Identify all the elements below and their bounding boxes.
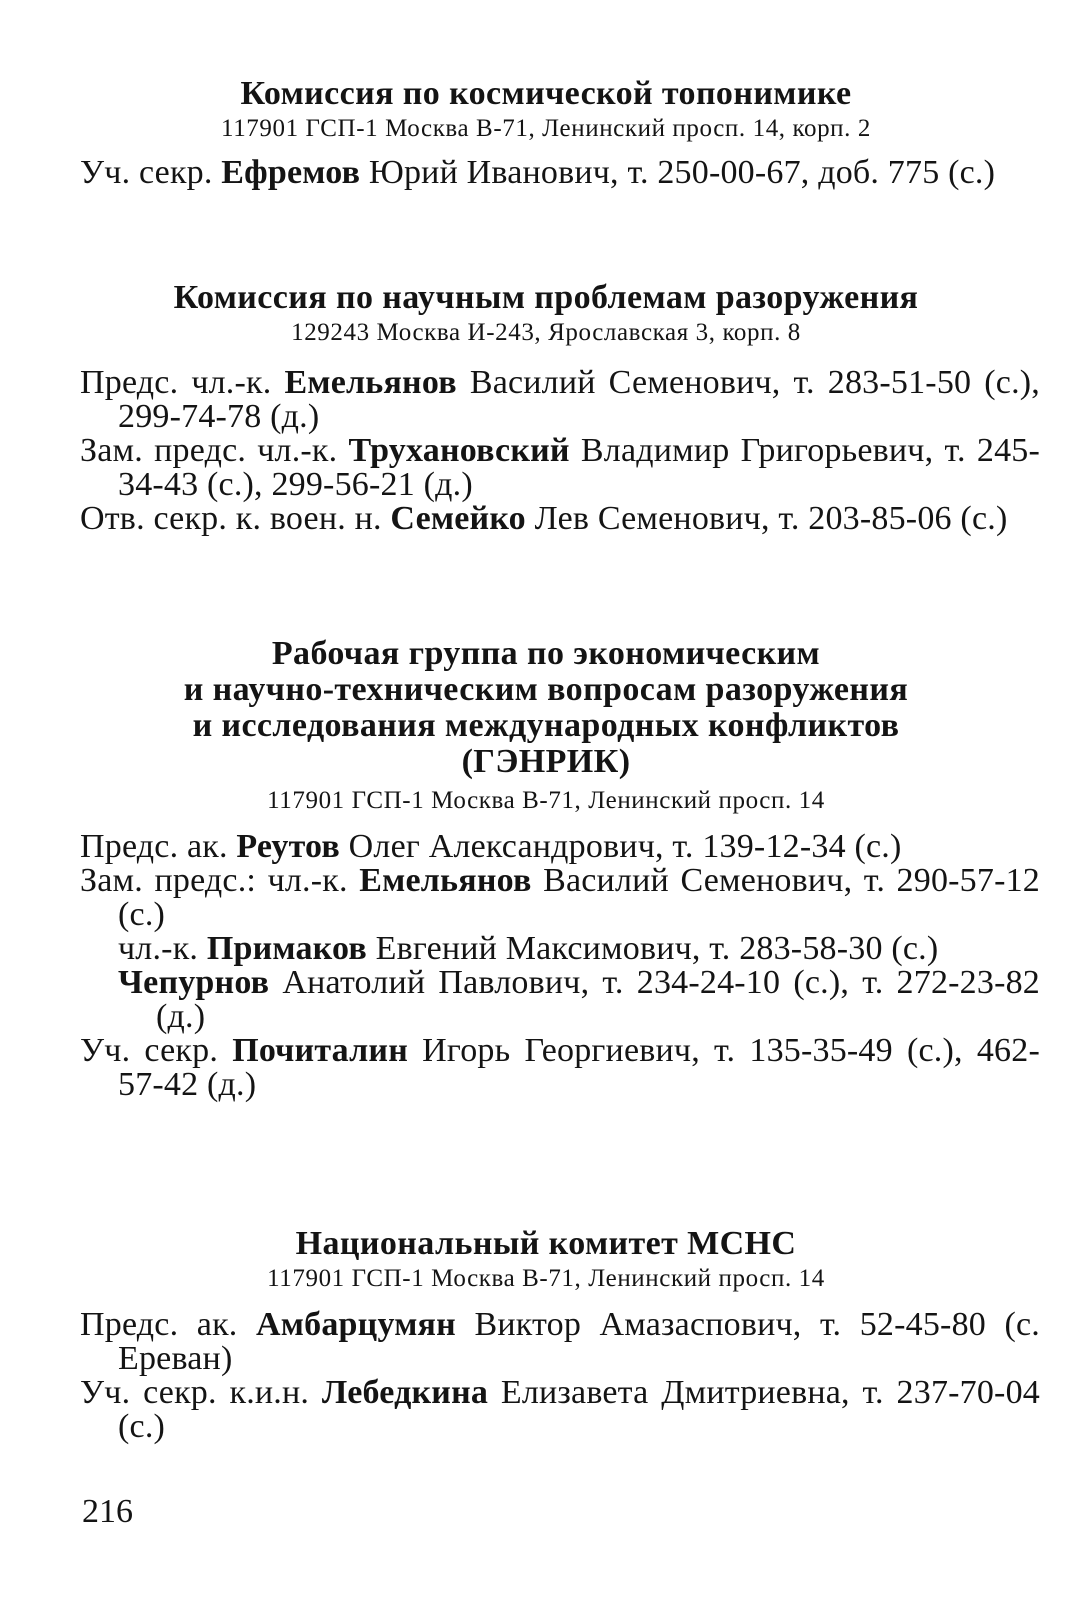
entry-surname: Трухановский <box>348 432 570 469</box>
section-title <box>0 1226 1092 1262</box>
entry-surname: Емельянов <box>284 364 457 401</box>
page-number: 216 <box>82 1493 133 1530</box>
entry-list <box>0 830 1092 1102</box>
title-line: (ГЭНРИК) <box>461 743 631 780</box>
entry-list <box>0 366 1092 536</box>
person-entry <box>118 966 1040 1034</box>
section-title <box>0 76 1092 112</box>
entry-position: Уч. секр. <box>80 1032 233 1069</box>
entry-details: Олег Александрович, т. 139-12-34 (с.) <box>339 828 902 865</box>
person-entry <box>80 434 1040 502</box>
entry-surname: Семейко <box>390 500 526 537</box>
title-line: Комиссия по космической топонимике <box>240 75 852 112</box>
section-address: 117901 ГСП-1 Москва В-71, Ленинский просп. 14, корп. 2 <box>221 115 871 142</box>
entry-surname: Ефремов <box>221 154 361 191</box>
title-line: и исследования международных конфликтов <box>192 707 900 744</box>
title-line: Комиссия по научным проблемам разоружения <box>173 279 919 316</box>
entry-details: Анатолий Павлович, т. 234-24-10 (с.), т. 272-23-82 (д.) <box>156 964 1040 1035</box>
entry-details: Юрий Иванович, т. 250-00-67, доб. 775 (с.) <box>360 154 996 191</box>
entry-position: Отв. секр. к. воен. н. <box>80 500 391 537</box>
section-genrik-working-group <box>0 636 1092 1102</box>
entry-position: Уч. секр. <box>80 154 222 191</box>
entry-position: Предс. ак. <box>80 828 237 865</box>
person-entry <box>80 1376 1040 1444</box>
entry-details: Елизавета Дмитриевна, т. 237-70-04 (с.) <box>118 1374 1040 1445</box>
entry-surname: Лебедкина <box>321 1374 489 1411</box>
section-disarmament-commission <box>0 280 1092 536</box>
person-entry <box>80 156 1040 190</box>
title-line: Рабочая группа по экономическим <box>271 635 821 672</box>
entry-surname: Емельянов <box>359 862 532 899</box>
entry-position: Зам. предс.: чл.-к. <box>80 862 360 899</box>
person-entry <box>80 864 1040 932</box>
entry-details: Виктор Амазаспович, т. 52-45-80 (с. Ереван) <box>118 1306 1041 1377</box>
person-entry <box>118 932 1040 966</box>
section-title <box>0 636 1092 780</box>
entry-position: Предс. ак. <box>80 1306 257 1343</box>
entry-position: Зам. предс. чл.-к. <box>80 432 349 469</box>
entry-details: Евгений Максимович, т. 283-58-30 (с.) <box>366 930 939 967</box>
entry-details: Василий Семенович, т. 290-57-12 (с.) <box>118 862 1040 933</box>
entry-position: чл.-к. <box>118 930 207 967</box>
section-space-toponymy-commission <box>0 76 1092 190</box>
section-address: 117901 ГСП-1 Москва В-71, Ленинский просп. 14 <box>267 787 825 814</box>
entry-details: Лев Семенович, т. 203-85-06 (с.) <box>525 500 1008 537</box>
title-line: Национальный комитет МСНС <box>295 1225 797 1262</box>
person-entry <box>80 830 1040 864</box>
entry-position: Предс. чл.-к. <box>80 364 285 401</box>
entry-position: Уч. секр. к.и.н. <box>80 1374 322 1411</box>
entry-list <box>0 156 1092 190</box>
person-entry <box>80 1308 1040 1376</box>
entry-surname: Чепурнов <box>118 964 270 1001</box>
entry-details: Владимир Григорьевич, т. 245-34-43 (с.), 299-56-21 (д.) <box>118 432 1040 503</box>
entry-details: Василий Семенович, т. 283-51-50 (с.), 299-74-78 (д.) <box>118 364 1041 435</box>
person-entry <box>80 1034 1040 1102</box>
section-msns-national-committee <box>0 1226 1092 1444</box>
entry-details: Игорь Георгиевич, т. 135-35-49 (с.), 462-57-42 (д.) <box>118 1032 1040 1103</box>
entry-surname: Почиталин <box>232 1032 408 1069</box>
entry-list <box>0 1308 1092 1444</box>
entry-surname: Амбарцумян <box>256 1306 456 1343</box>
section-address: 117901 ГСП-1 Москва В-71, Ленинский просп. 14 <box>267 1265 825 1292</box>
title-line: и научно-техническим вопросам разоружения <box>183 671 909 708</box>
section-title <box>0 280 1092 316</box>
person-entry <box>80 502 1040 536</box>
entry-surname: Примаков <box>206 930 367 967</box>
entry-surname: Реутов <box>236 828 340 865</box>
person-entry <box>80 366 1040 434</box>
section-address: 129243 Москва И-243, Ярославская 3, корп. 8 <box>291 319 801 346</box>
